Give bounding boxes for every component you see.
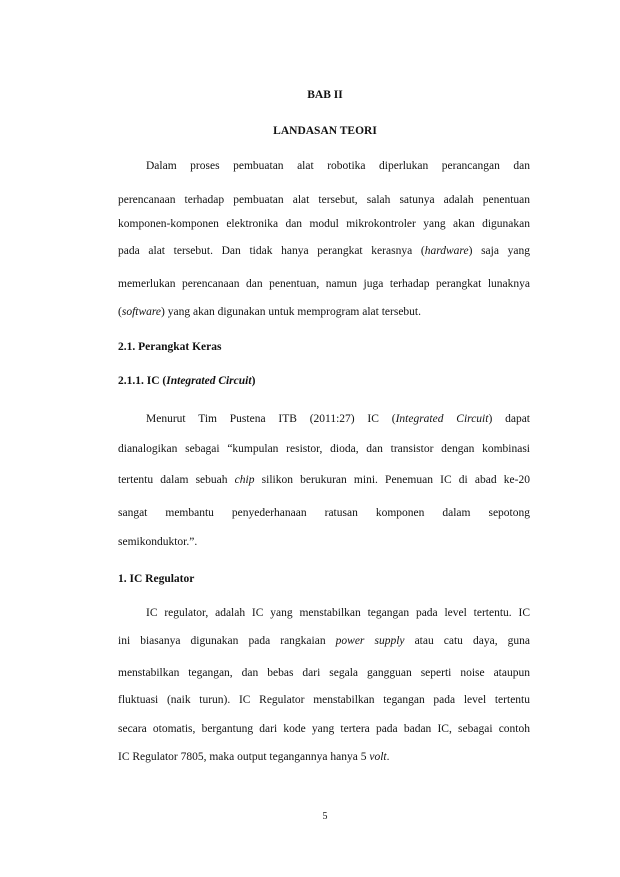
regulator-line-4: fluktuasi (naik turun). IC Regulator menstabilkan tegangan pada level tertentu [118,694,530,706]
subsection-heading: 2.1.1. IC (Integrated Circuit) [118,375,256,387]
page-number: 5 [322,811,328,822]
intro-line-1: Dalam proses pembuatan alat robotika diperlukan perancangan dan [146,160,530,172]
intro-line-5: memerlukan perencanaan dan penentuan, namun juga terhadap perangkat lunaknya [118,278,530,290]
intro-line-2: perencanaan terhadap pembuatan alat tersebut, salah satunya adalah penentuan [118,194,530,206]
chapter-number: BAB II [307,89,343,101]
intro-line-6: (software) yang akan digunakan untuk memprogram alat tersebut. [118,306,421,318]
chapter-title: LANDASAN TEORI [273,125,377,137]
regulator-line-6: IC Regulator 7805, maka output tegangannya hanya 5 volt. [118,751,390,763]
ic-line-3: tertentu dalam sebuah chip silikon berukuran mini. Penemuan IC di abad ke-20 [118,474,530,486]
ic-line-2: dianalogikan sebagai “kumpulan resistor, dioda, dan transistor dengan kombinasi [118,443,530,455]
regulator-line-5: secara otomatis, bergantung dari kode yang tertera pada badan IC, sebagai contoh [118,723,530,735]
regulator-line-3: menstabilkan tegangan, dan bebas dari segala gangguan seperti noise ataupun [118,667,530,679]
regulator-heading: 1. IC Regulator [118,573,195,585]
ic-line-1: Menurut Tim Pustena ITB (2011:27) IC (Integrated Circuit) dapat [146,413,530,425]
regulator-line-1: IC regulator, adalah IC yang menstabilkan tegangan pada level tertentu. IC [146,607,530,619]
regulator-line-2: ini biasanya digunakan pada rangkaian power supply atau catu daya, guna [118,635,531,647]
ic-line-5: semikonduktor.”. [118,536,198,548]
section-heading: 2.1. Perangkat Keras [118,341,222,353]
ic-line-4: sangat membantu penyederhanaan ratusan komponen dalam sepotong [118,507,530,519]
intro-line-4: pada alat tersebut. Dan tidak hanya perangkat kerasnya (hardware) saja yang [118,245,530,257]
intro-line-3: komponen-komponen elektronika dan modul mikrokontroler yang akan digunakan [118,218,530,230]
